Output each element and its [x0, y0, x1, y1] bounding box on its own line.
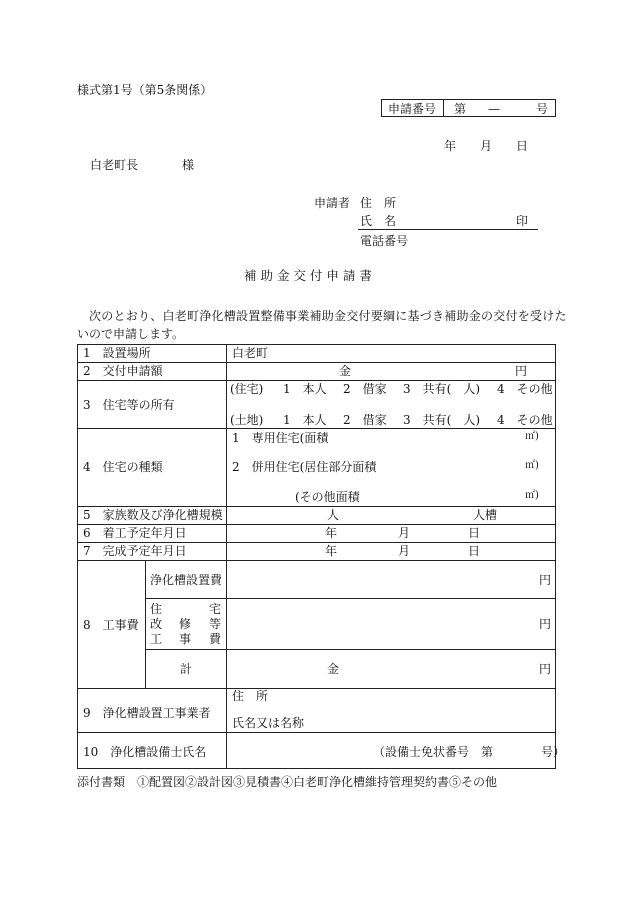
document-title: 補 助 金 交 付 申 請 書 [244, 268, 372, 283]
row7-year: 年 [325, 544, 338, 558]
application-table [77, 344, 566, 769]
row7-label: 7 完成予定年月日 [83, 544, 187, 558]
row8-total-kin: 金 [327, 662, 340, 676]
row6-label: 6 着工予定年月日 [83, 526, 187, 540]
row4-unit2: ㎡) [525, 460, 539, 471]
date-year: 年 [444, 139, 457, 153]
row1-value: 白老町 [232, 346, 269, 360]
attachments-list: 添付書類 ①配置図②設計図③見積書④白老町浄化槽維持管理契約書⑤その他 [77, 775, 498, 789]
row8-total-yen: 円 [539, 662, 552, 676]
row3-housing-opt2: 2 借家 [343, 382, 387, 396]
application-number-dai: 第 [454, 102, 467, 116]
application-number-box [381, 99, 556, 117]
row3-land-tag: (土地) [230, 413, 264, 427]
name-underline [358, 229, 538, 230]
row3-housing-opt4: 4 その他 [497, 382, 553, 396]
row6-month: 月 [398, 526, 411, 540]
row3-land-opt2: 2 借家 [343, 413, 387, 427]
row2-yen: 円 [515, 364, 528, 378]
date-month: 月 [480, 139, 493, 153]
row8-septic-cost-yen: 円 [539, 573, 552, 587]
date-day: 日 [516, 139, 529, 153]
body-text-line1: 次のとおり、白老町浄化槽設置整備事業補助金交付要綱に基づき補助金の交付を受けた [89, 309, 567, 323]
row3-housing-tag: (住宅) [230, 382, 264, 396]
row2-kin: 金 [339, 364, 352, 378]
row8-sub2-l3a: 工 [150, 632, 163, 646]
applicant-address-label: 住 所 [360, 196, 397, 210]
row8-sub2-l1b: 宅 [209, 602, 222, 616]
application-number-dash: — [488, 102, 500, 116]
row3-label: 3 住宅等の所有 [83, 398, 175, 412]
row4-unit1: ㎡) [525, 431, 539, 442]
row9-address-label: 住 所 [232, 689, 269, 703]
row3-housing-opt3: 3 共有( 人) [403, 382, 480, 396]
applicant-phone-label: 電話番号 [360, 234, 409, 248]
addressee: 白老町長 [90, 158, 139, 172]
applicant-label: 申請者 [314, 196, 351, 210]
row5-label: 5 家族数及び浄化槽規模 [83, 508, 223, 522]
row3-land-opt3: 3 共有( 人) [403, 413, 480, 427]
row5-ninso: 人槽 [473, 508, 498, 522]
row7-day: 日 [468, 544, 481, 558]
row10-license: （設備士免状番号 第 号） [373, 745, 566, 759]
row8-sub2-l1a: 住 [150, 602, 163, 616]
row6-year: 年 [325, 526, 338, 540]
addressee-sama: 様 [182, 158, 195, 172]
application-number-label: 申請番号 [388, 102, 437, 116]
application-number-go: 号 [536, 102, 549, 116]
row4-label: 4 住宅の種類 [83, 460, 163, 474]
row8-sub2-l3b: 事 [179, 632, 192, 646]
row3-land-opt1: 1 本人 [283, 413, 327, 427]
form-id: 様式第1号（第5条関係） [77, 83, 213, 97]
row8-sub2-l3c: 費 [209, 632, 222, 646]
row8-total-label: 計 [180, 662, 193, 676]
row4-line1: 1 専用住宅(面積 [232, 431, 329, 445]
seal-mark: 印 [516, 214, 529, 228]
applicant-name-label: 氏 名 [360, 214, 397, 228]
row4-line2: 2 併用住宅(居住部分面積 [232, 460, 377, 474]
row8-renovation-yen: 円 [539, 617, 552, 631]
row5-nin: 人 [327, 508, 340, 522]
row4-unit3: ㎡) [525, 490, 539, 501]
row2-label: 2 交付申請額 [83, 364, 163, 378]
row8-sub2-l2a: 改 [150, 617, 163, 631]
row8-label: 8 工事費 [83, 618, 139, 632]
row4-line3: (その他面積 [295, 490, 360, 504]
row6-day: 日 [468, 526, 481, 540]
row3-land-opt4: 4 その他 [497, 413, 553, 427]
row8-sub2-l2c: 等 [209, 617, 222, 631]
row1-label: 1 設置場所 [83, 346, 151, 360]
row9-label: 9 浄化槽設置工事業者 [83, 706, 211, 720]
row8-septic-cost-label: 浄化槽設置費 [150, 573, 223, 587]
row3-housing-opt1: 1 本人 [283, 382, 327, 396]
row7-month: 月 [398, 544, 411, 558]
row8-sub2-l2b: 修 [179, 617, 192, 631]
row9-name-label: 氏名又は名称 [232, 716, 305, 730]
body-text-line2: いので申請します。 [77, 327, 185, 341]
row10-label: 10 浄化槽設備士氏名 [83, 745, 207, 759]
